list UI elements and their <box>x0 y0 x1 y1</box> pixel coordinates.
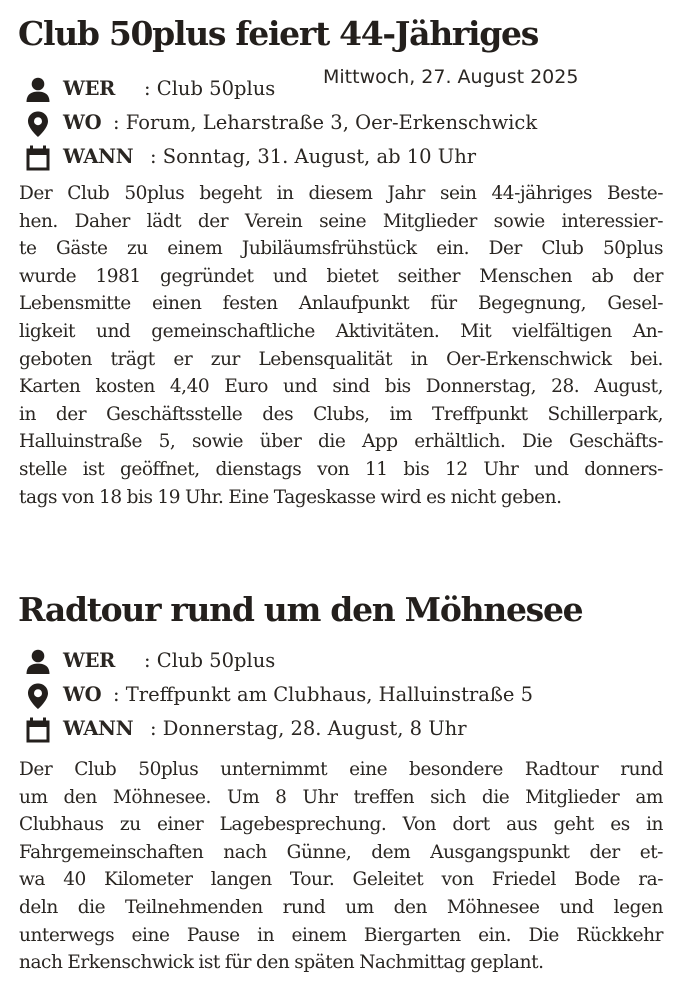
body-line: um den Möhnesee. Um 8 Uhr treffen sich die Mitglieder am <box>19 786 663 808</box>
body-line: tags von 18 bis 19 Uhr. Eine Tageskasse wird es nicht geben. <box>19 486 562 508</box>
body-line: Der Club 50plus begeht in diesem Jahr sein 44-jähriges Beste- <box>19 183 663 204</box>
person-icon <box>24 76 52 104</box>
body-line: te Gäste zu einem Jubiläumsfrühstück ein. Der Club 50plus <box>19 238 663 260</box>
article-1-wo-value: : Forum, Leharstraße 3, Oer-Erkenschwick <box>113 111 538 134</box>
body-line: wa 40 Kilometer langen Tour. Geleitet von Friedel Bode ra- <box>19 869 663 891</box>
article-1-wer-label: WER <box>63 77 116 100</box>
body-line: ligkeit und gemeinschaftliche Aktivitäten. Mit vielfältigen An- <box>19 320 663 342</box>
article-1-headline: Club 50plus feiert 44-Jähriges <box>18 14 538 53</box>
body-line: unterwegs eine Pause in einem Biergarten ein. Die Rückkehr <box>19 924 663 946</box>
article-2-wer-label: WER <box>63 649 116 672</box>
article-2-body <box>19 756 663 977</box>
article-1-wo-label: WO <box>63 111 102 134</box>
body-line: deln die Teilnehmenden rund um den Möhnesee und legen <box>19 896 663 918</box>
article-2-wann-value: : Donnerstag, 28. August, 8 Uhr <box>150 717 467 740</box>
article-1-wer-value: : Club 50plus <box>144 77 276 100</box>
body-line: geboten trägt er zur Lebensqualität in Oer-Erkenschwick bei. <box>19 348 663 370</box>
body-line: nach Erkenschwick ist für den späten Nachmittag geplant. <box>19 952 544 974</box>
article-2-wo-value: : Treffpunkt am Clubhaus, Halluinstraße 5 <box>113 683 534 706</box>
body-line: Clubhaus zu einer Lagebesprechung. Von dort aus geht es in <box>19 814 663 836</box>
body-line: Halluinstraße 5, sowie über die App erhältlich. Die Geschäfts- <box>19 431 663 453</box>
body-line: in der Geschäftsstelle des Clubs, im Treffpunkt Schillerpark, <box>19 403 663 425</box>
body-line: Karten kosten 4,40 Euro und sind bis Donnerstag, 28. August, <box>19 376 663 398</box>
article-2-wann-label: WANN <box>63 717 134 740</box>
article-2-wer-value: : Club 50plus <box>144 649 276 672</box>
article-2-headline: Radtour rund um den Möhnesee <box>18 590 583 629</box>
location-pin-icon <box>24 682 52 710</box>
article-1-wann-label: WANN <box>63 145 134 168</box>
article-1-body <box>19 180 663 511</box>
article-2-wo-label: WO <box>63 683 102 706</box>
body-line: Fahrgemeinschaften nach Günne, dem Ausgangspunkt der et- <box>19 841 663 863</box>
location-pin-icon <box>24 110 52 138</box>
publication-date: Mittwoch, 27. August 2025 <box>323 66 579 88</box>
body-line: Der Club 50plus unternimmt eine besondere Radtour rund <box>19 759 663 780</box>
body-line: wurde 1981 gegründet und bietet seither Menschen ab der <box>19 265 663 287</box>
calendar-icon <box>24 144 52 172</box>
article-1-wann-value: : Sonntag, 31. August, ab 10 Uhr <box>150 145 477 168</box>
body-line: hen. Daher lädt der Verein seine Mitglieder sowie interessier- <box>19 210 663 232</box>
body-line: Lebensmitte einen festen Anlaufpunkt für Begegnung, Gesel- <box>19 293 663 315</box>
body-line: stelle ist geöffnet, dienstags von 11 bis 12 Uhr und donners- <box>19 458 663 480</box>
calendar-icon <box>24 716 52 744</box>
person-icon <box>24 648 52 676</box>
